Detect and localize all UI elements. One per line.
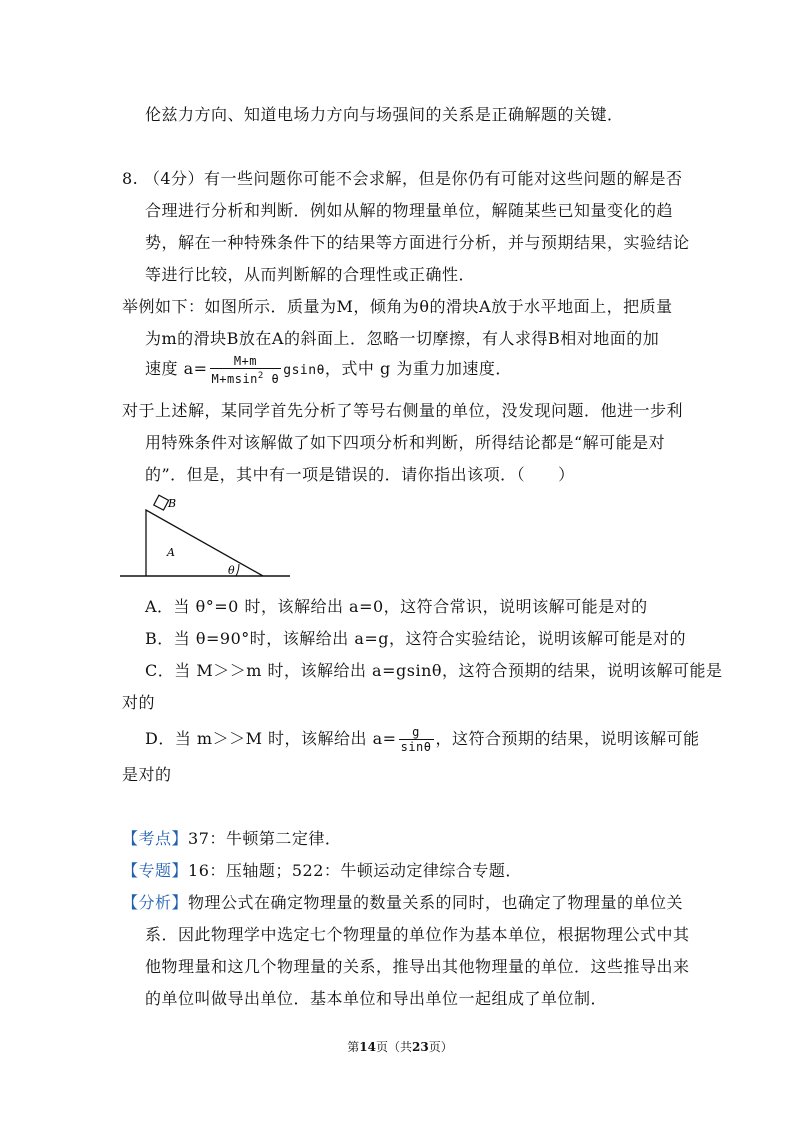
fenxi-line xyxy=(122,892,683,914)
formula-gsin: gsinθ xyxy=(283,363,325,378)
block-b xyxy=(154,495,169,510)
question-8-line-2: 合理进行分析和判断．例如从解的物理量单位，解随某些已知量变化的趋 xyxy=(145,201,674,220)
option-d-line-2: 是对的 xyxy=(122,765,172,784)
fenxi-text-1: 物理公式在确定物理量的数量关系的同时，也确定了物理量的单位关 xyxy=(188,893,684,912)
formula-prefix: 速度 a= xyxy=(145,359,208,378)
formula-suffix: ，式中 g 为重力加速度． xyxy=(324,359,512,378)
zhuanti-tag: 【专题】 xyxy=(122,861,189,880)
option-c-line-2: 对的 xyxy=(122,693,156,712)
option-b: B．当 θ=90°时，该解给出 a=g，这符合实验结论，说明该解可能是对的 xyxy=(145,629,687,648)
zhuanti-text: 16：压轴题；522：牛顿运动定律综合专题． xyxy=(188,861,522,880)
label-theta: θ xyxy=(228,564,235,577)
incline-figure xyxy=(118,492,296,584)
kaodian-tag: 【考点】 xyxy=(122,829,189,848)
angle-arc xyxy=(236,564,239,576)
option-a: A．当 θ°=0 时，该解给出 a=0，这符合常识，说明该解可能是对的 xyxy=(145,597,648,616)
zhuanti-line xyxy=(122,860,522,882)
option-d-line-1: D．当 m＞＞M 时，该解给出 a= $\frac{g}{\sin\theta}$ ，这符合预期的结果，说明该解可能 xyxy=(145,725,700,754)
option-c-line-1: C．当 M＞＞m 时，该解给出 a=gsinθ，这符合预期的结果，说明该解可能是 xyxy=(145,661,723,680)
question-8-line-4: 等进行比较，从而判断解的合理性或正确性． xyxy=(145,265,476,284)
wedge-a xyxy=(146,510,263,576)
fenxi-text-4: 的单位叫做导出单位．基本单位和导出单位一起组成了单位制． xyxy=(145,989,608,1008)
page-number: 14 xyxy=(359,1040,376,1054)
question-8-line-3: 势，解在一种特殊条件下的结果等方面进行分析，并与预期结果，实验结论 xyxy=(145,233,690,252)
page-total: 23 xyxy=(412,1040,429,1054)
question-8-line-10: 的”．但是，其中有一项是错误的．请你指出该项．（ ） xyxy=(145,465,575,484)
kaodian-line xyxy=(122,828,341,850)
formula-line xyxy=(145,352,512,388)
question-8-line-5: 举例如下：如图所示．质量为M，倾角为θ的滑块A放于水平地面上，把质量 xyxy=(122,297,673,316)
fenxi-text-2: 系．因此物理学中选定七个物理量的单位作为基本单位，根据物理公式中其 xyxy=(145,925,690,944)
kaodian-text: 37：牛顿第二定律． xyxy=(188,829,342,848)
label-a: A xyxy=(167,546,175,559)
continuation-line: 伦兹力方向、知道电场力方向与场强间的关系是正确解题的关键． xyxy=(145,105,624,124)
question-8-line-8: 对于上述解，某同学首先分析了等号右侧量的单位，没发现问题．他进一步利 xyxy=(122,401,684,420)
d-denominator: sinθ xyxy=(400,740,432,754)
fraction-denominator: M+msin$^2$ θ xyxy=(210,368,282,386)
label-b: B xyxy=(168,497,177,510)
question-8-line-6: 为m的滑块B放在A的斜面上．忽略一切摩擦，有人求得B相对地面的加 xyxy=(145,329,660,348)
formula-fraction xyxy=(210,354,282,386)
question-8-line-9: 用特殊条件对该解做了如下四项分析和判断，所得结论都是“解可能是对 xyxy=(145,433,666,452)
page-footer: 第14页（共23页） xyxy=(347,1040,453,1054)
fraction-numerator: M+m xyxy=(233,353,257,368)
fenxi-tag: 【分析】 xyxy=(122,893,189,912)
question-8-line-1: 8. （4分）有一些问题你可能不会求解，但是你仍有可能对这些问题的解是否 xyxy=(122,169,683,188)
d-numerator: g xyxy=(412,725,420,739)
fenxi-text-3: 他物理量和这几个物理量的关系，推导出其他物理量的单位．这些推导出来 xyxy=(145,957,690,976)
option-d-fraction xyxy=(399,725,434,754)
